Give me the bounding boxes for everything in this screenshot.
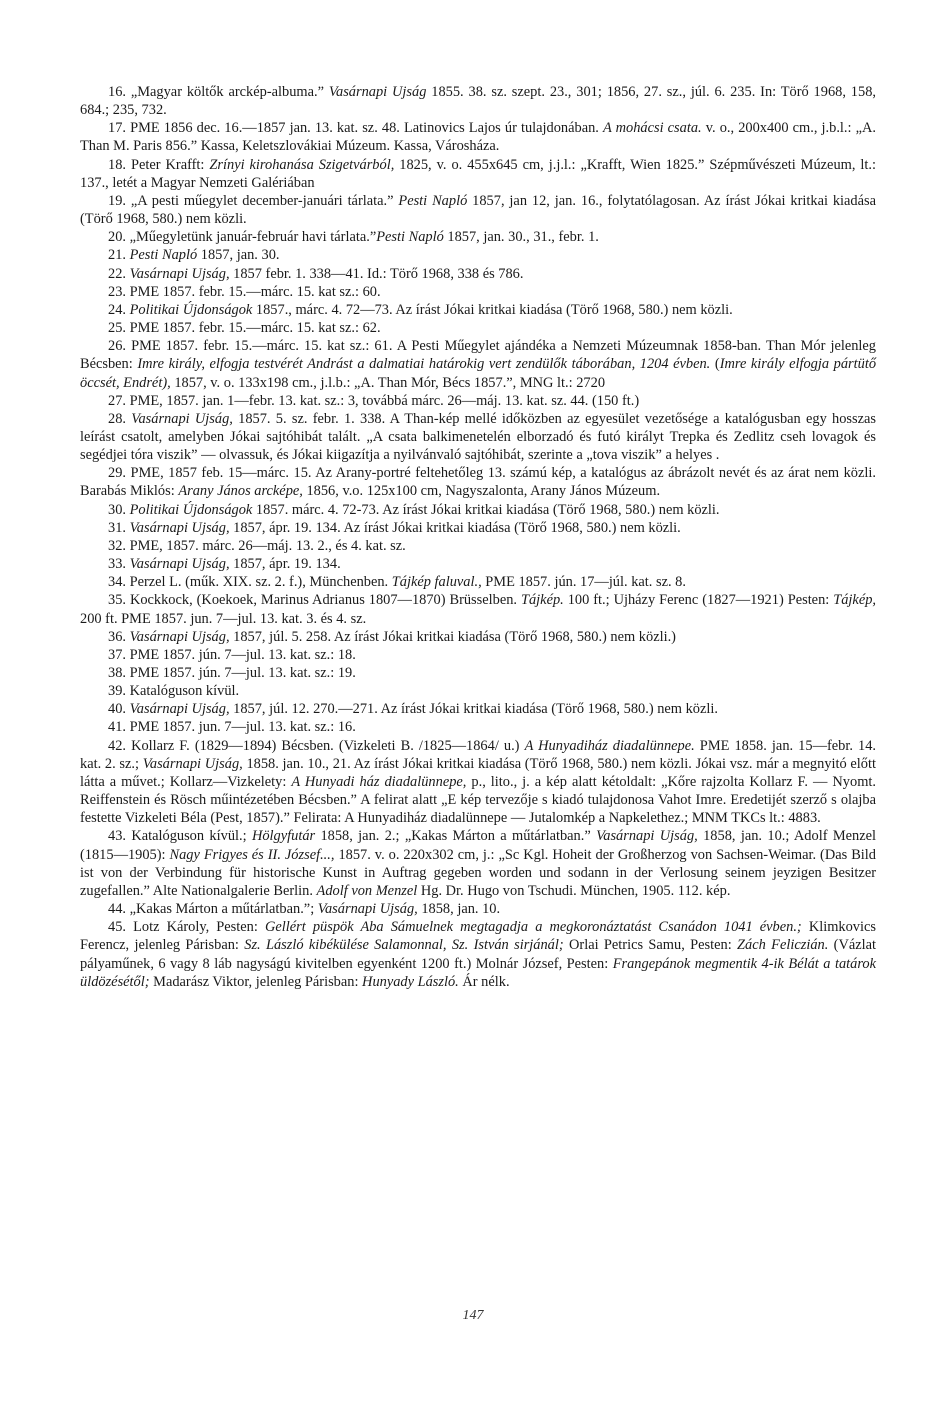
- endnote: 25. PME 1857. febr. 15.—márc. 15. kat sz.: 62.: [108, 320, 381, 337]
- endnote: 29. PME, 1857 feb. 15—márc. 15. Az Arany-portré feltehetőleg 13. számú kép, a katalógus az ábrázolt nevét és az árat nem közli. Barabás Miklós: Arany János arcképe, 1856, v.o. 125x100 cm, Nagyszalonta, Arany János Múzeum.: [80, 465, 876, 500]
- endnote: 16. „Magyar költők arckép-albuma.” Vasárnapi Ujság 1855. 38. sz. szept. 23., 301; 1856, 27. sz., júl. 6. 235. In: Törő 1968, 158, 684.; 235, 732.: [80, 84, 876, 119]
- endnote: 30. Politikai Újdonságok 1857. márc. 4. 72-73. Az írást Jókai kritkai kiadása (Törő 1968, 580.) nem közli.: [108, 501, 720, 518]
- endnote: 27. PME, 1857. jan. 1—febr. 13. kat. sz.: 3, továbbá márc. 26—máj. 13. kat. sz. 44. (150 ft.): [108, 392, 640, 409]
- endnote: 28. Vasárnapi Ujság, 1857. 5. sz. febr. 1. 338. A Than-kép mellé időközben az egyesület vezetősége a katalógusban egy hosszas leírást csatolt, amelyben Jókai sajtóhibát talált. „A csata balkimenetelén elborzadó és futó királyt Trepka és Zedlitz cseh lovagok és segédjei tóra viszik” — olvassuk, és Jókai kiigazítja a nyilvánvaló sajtóhibát, szerinte a „tova viszik” a helyes .: [80, 410, 876, 464]
- endnote: 33. Vasárnapi Ujság, 1857, ápr. 19. 134.: [108, 556, 341, 573]
- endnote: 44. „Kakas Márton a műtárlatban.”; Vasárnapi Ujság, 1858, jan. 10.: [108, 901, 501, 918]
- page-number: 147: [462, 1308, 484, 1323]
- endnote: 17. PME 1856 dec. 16.—1857 jan. 13. kat. sz. 48. Latinovics Lajos úr tulajdonában. A mohácsi csata. v. o., 200x400 cm., j.b.l.: „A. Than M. Paris 856.” Kassa, Keletszlovákiai Múzeum. Kassa, Városháza.: [80, 120, 876, 155]
- endnote: 32. PME, 1857. márc. 26—máj. 13. 2., és 4. kat. sz.: [108, 537, 406, 554]
- endnote: 45. Lotz Károly, Pesten: Gellért püspök Aba Sámuelnek megtagadja a megkoronáztatást Csanádon 1041 évben.; Klimkovics Ferencz, jelenleg Párisban: Sz. László kibékülése Salamonnal, Sz. István sirjánál; Orlai Petrics Samu, Pesten: Zách Feliczián. (Vázlat pályaműnek, 6 vagy 8 láb nagyságú kivitelben egyenként 1200 ft.) Molnár József, Pesten: Frangepánok megmentik 4-ik Bélát a tatárok üldözésétől; Madarász Viktor, jelenleg Párisban: Hunyady László. Ár nélk.: [80, 919, 876, 990]
- endnote: 20. „Műegyletünk január-február havi tárlata.”Pesti Napló 1857, jan. 30., 31., febr. 1.: [108, 229, 599, 246]
- endnote: 24. Politikai Újdonságok 1857., márc. 4. 72—73. Az írást Jókai kritkai kiadása (Törő 1968, 580.) nem közli.: [108, 301, 733, 318]
- endnote: 23. PME 1857. febr. 15.—márc. 15. kat sz.: 60.: [108, 283, 381, 300]
- endnote: 42. Kollarz F. (1829—1894) Bécsben. (Vizkeleti B. /1825—1864/ u.) A Hunyadiház diadalünnepe. PME 1858. jan. 15—febr. 14. kat. 2. sz.; Vasárnapi Ujság, 1858. jan. 10., 21. Az írást Jókai kritkai kiadása (Törő 1968, 580.) nem közli. Jókai vsz. már a megnyitó előtt látta a művet.; Kollarz—Vizkelety: A Hunyadi ház diadalünnepe, p., lito., j. a kép alatt kétoldalt: „Kőre rajzolta Kollarz F. — Nyomt. Reiffenstein és Rösch műintézetében Bécsben.” A felirat alatt „E kép tervezője s kiadó tulajdonosa Vahot Imre. Eredetijét szerző s olajba festette Vizkeleti Béla (Pest, 1857).” Felirata: A Hunyadiház diadalünnepe — Jutalomkép a Napkelethez.; MNM TKCs lt.: 4883.: [80, 737, 876, 827]
- endnote: 40. Vasárnapi Ujság, 1857, júl. 12. 270.—271. Az írást Jókai kritkai kiadása (Törő 1968, 580.) nem közli.: [108, 701, 718, 718]
- endnote: 21. Pesti Napló 1857, jan. 30.: [108, 247, 280, 264]
- endnote: 22. Vasárnapi Ujság, 1857 febr. 1. 338—41. Id.: Törő 1968, 338 és 786.: [108, 265, 524, 282]
- endnote: 43. Katalóguson kívül.; Hölgyfutár 1858, jan. 2.; „Kakas Márton a műtárlatban.” Vasárnapi Ujság, 1858, jan. 10.; Adolf Menzel (1815—1905): Nagy Frigyes és II. József..., 1857. v. o. 220x302 cm, j.: „Sc Kgl. Hoheit der Großherzog von Sachsen-Weimar. (Das Bild ist von der Verbindung für historische Kunst in Auftrag gegeben worden und sodann in der Verlosung seinem jeyzigen Besitzer zugefallen.” Alte Nationalgalerie Berlin. Adolf von Menzel Hg. Dr. Hugo von Tschudi. München, 1905. 112. kép.: [80, 828, 876, 899]
- endnote: 26. PME 1857. febr. 15.—márc. 15. kat sz.: 61. A Pesti Műegylet ajándéka a Nemzeti Múzeumnak 1858-ban. Than Mór jelenleg Bécsben: Imre király, elfogja testvérét Andrást a dalmatiai határokig vert zendülők táborában, 1204 évben. (Imre király elfogja pártütő öccsét, Endrét), 1857, v. o. 133x198 cm., j.l.b.: „A. Than Mór, Bécs 1857.”, MNG lt.: 2720: [80, 338, 877, 391]
- endnote: 39. Katalóguson kívül.: [108, 683, 240, 700]
- endnotes-list: [80, 83, 876, 991]
- endnote: 37. PME 1857. jún. 7—jul. 13. kat. sz.: 18.: [108, 646, 356, 663]
- endnote: 35. Kockkock, (Koekoek, Marinus Adrianus 1807—1870) Brüsselben. Tájkép. 100 ft.; Ujházy Ferenc (1827—1921) Pesten: Tájkép, 200 ft. PME 1857. jun. 7—jul. 13. kat. 3. és 4. sz.: [80, 592, 876, 627]
- endnote: 31. Vasárnapi Ujság, 1857, ápr. 19. 134. Az írást Jókai kritkai kiadása (Törő 1968, 580.) nem közli.: [108, 519, 681, 536]
- endnote: 38. PME 1857. jún. 7—jul. 13. kat. sz.: 19.: [108, 665, 356, 681]
- endnote: 19. „A pesti műegylet december-januári tárlata.” Pesti Napló 1857, jan 12, jan. 16., folytatólagosan. Az írást Jókai kritkai kiadása (Törő 1968, 580.) nem közli.: [80, 192, 876, 228]
- endnote: 36. Vasárnapi Ujság, 1857, júl. 5. 258. Az írást Jókai kritkai kiadása (Törő 1968, 580.) nem közli.): [108, 628, 676, 645]
- endnote: 41. PME 1857. jun. 7—jul. 13. kat. sz.: 16.: [108, 719, 356, 736]
- endnote: 34. Perzel L. (műk. XIX. sz. 2. f.), Münchenben. Tájkép faluval., PME 1857. jún. 17—júl. kat. sz. 8.: [108, 574, 686, 591]
- endnote: 18. Peter Krafft: Zrínyi kirohanása Szigetvárból, 1825, v. o. 455x645 cm, j.j.l.: „Krafft, Wien 1825.” Szépművészeti Múzeum, lt.: 137., letét a Magyar Nemzeti Galériában: [80, 156, 876, 191]
